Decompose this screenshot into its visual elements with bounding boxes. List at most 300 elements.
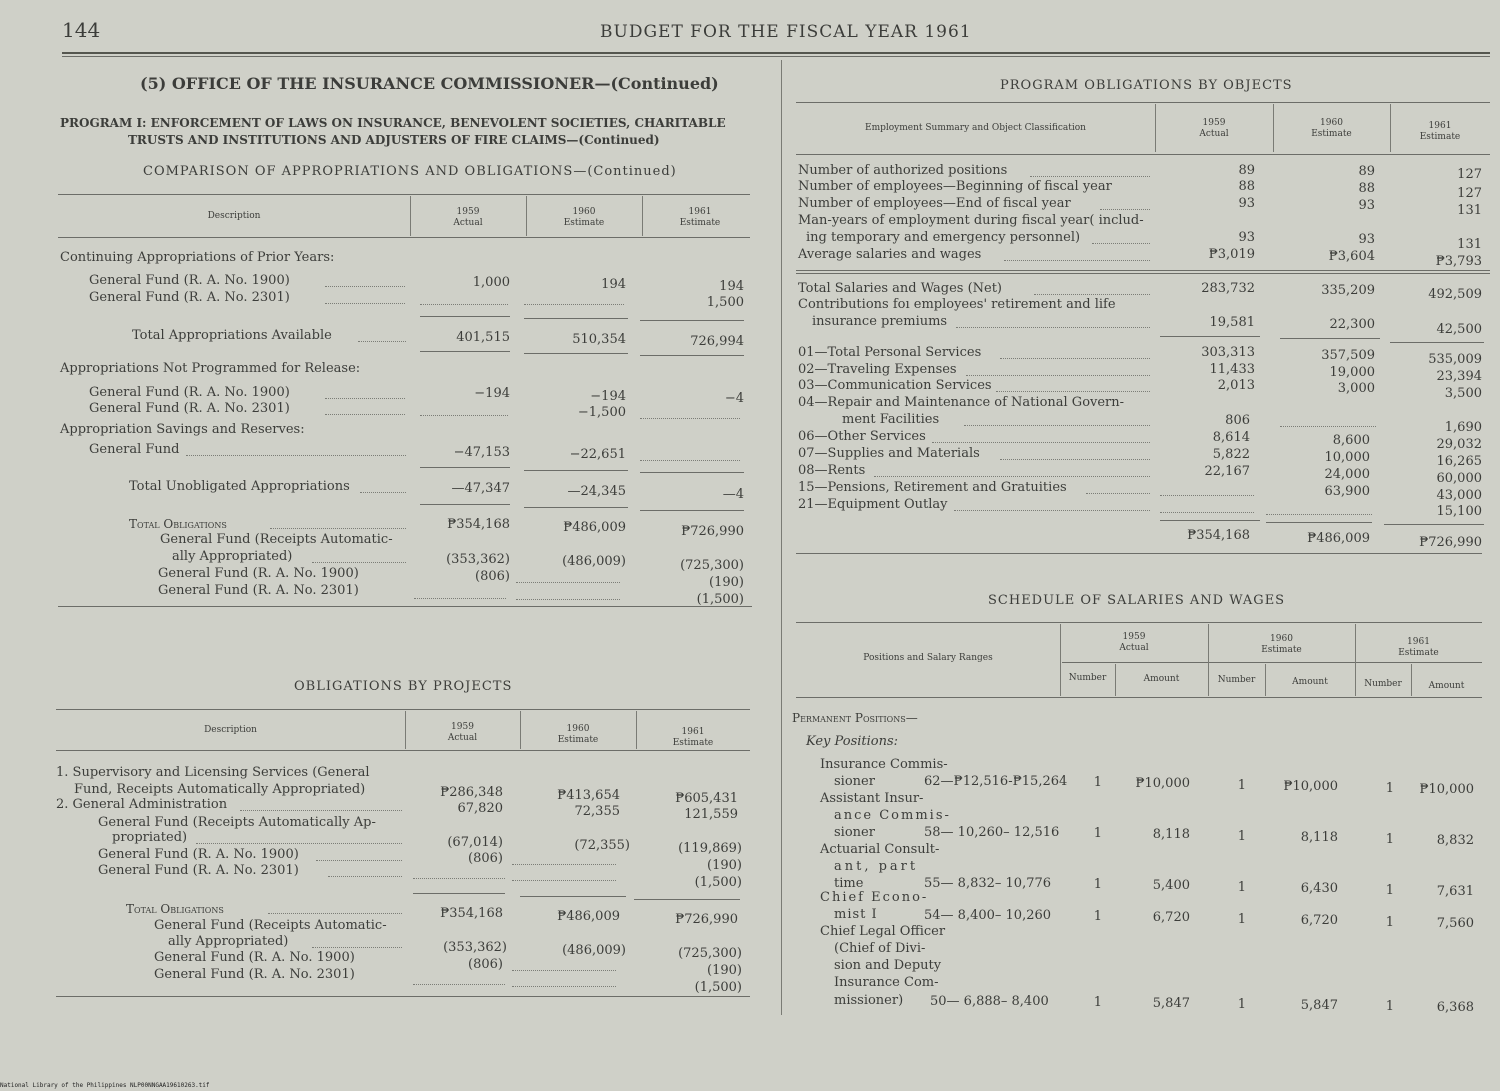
leader-dots xyxy=(996,391,1150,392)
gf-receipts-line-2: ally Appropriated) xyxy=(172,549,293,564)
sum-rule xyxy=(1160,336,1260,337)
cell: 1 xyxy=(1093,775,1102,790)
cell: (486,009) xyxy=(562,943,626,958)
sum-rule xyxy=(420,467,510,468)
col-1959-sub: Actual xyxy=(1199,129,1229,139)
cell: (1,500) xyxy=(694,980,742,995)
cell: ₱605,431 xyxy=(675,791,738,806)
row-label: Number of employees—End of fiscal year xyxy=(798,196,1071,211)
leader-dots xyxy=(1000,358,1150,359)
leader-dots xyxy=(312,947,402,948)
program-title-line-1: PROGRAM I: ENFORCEMENT OF LAWS ON INSURANCE, BENEVOLENT SOCIETIES, CHARITABLE xyxy=(60,116,726,130)
object-02: 02—Traveling Expenses xyxy=(798,362,957,377)
col-1960-sub: Estimate xyxy=(1311,129,1352,139)
sum-rule xyxy=(524,507,628,508)
cell: ₱726,990 xyxy=(681,524,744,539)
leader-dots xyxy=(640,418,740,419)
sum-rule xyxy=(1160,520,1260,521)
leader-dots xyxy=(1280,426,1376,427)
cell: 15,100 xyxy=(1436,504,1482,519)
sum-rule xyxy=(1384,524,1484,525)
leader-dots xyxy=(325,303,405,304)
cell: 6,720 xyxy=(1300,913,1338,928)
header-rule-thin xyxy=(62,56,1490,57)
leader-dots xyxy=(325,286,405,287)
col-1960 xyxy=(1208,634,1355,656)
cell: 1 xyxy=(1093,909,1102,924)
col-1960-sub: Estimate xyxy=(557,735,599,745)
leader-dots xyxy=(516,582,620,583)
cell: 357,509 xyxy=(1321,348,1375,363)
leader-dots xyxy=(186,455,406,456)
leader-dots xyxy=(325,414,405,415)
table-rule xyxy=(56,709,750,710)
continuing-label: Continuing Appropriations of Prior Years: xyxy=(60,250,335,265)
cell: 42,500 xyxy=(1436,322,1482,337)
col-1959-sub: Actual xyxy=(1119,643,1149,653)
sum-rule xyxy=(413,893,505,894)
col-1959-year: 1959 xyxy=(1122,632,1146,642)
cell: (353,362) xyxy=(443,940,507,955)
pos-act-line-1: Actuarial Consult- xyxy=(820,842,940,857)
cell: 1 xyxy=(1385,915,1394,930)
leader-dots xyxy=(413,878,505,879)
cell: 5,847 xyxy=(1300,998,1338,1013)
total-obligations-label: Total Obligations xyxy=(126,902,224,916)
table-end-rule xyxy=(56,996,750,997)
cell: (806) xyxy=(468,851,503,866)
key-positions-label: Key Positions: xyxy=(806,734,899,749)
gf2301-label: General Fund (R. A. No. 2301) xyxy=(158,583,359,598)
leader-dots xyxy=(1030,176,1150,177)
col-1961-sub: Estimate xyxy=(679,218,721,228)
pos-ic-grade: 62—₱12,516-₱15,264 xyxy=(924,774,1068,789)
sum-rule xyxy=(520,896,626,897)
gf2301-label: General Fund (R. A. No. 2301) xyxy=(154,967,355,982)
cell: ₱486,009 xyxy=(557,909,620,924)
cell: 19,581 xyxy=(1209,315,1255,330)
cell: 43,000 xyxy=(1436,488,1482,503)
cell: (353,362) xyxy=(446,552,510,567)
cell: ₱413,654 xyxy=(557,788,620,803)
row-label: Number of authorized positions xyxy=(798,163,1008,178)
p2-gf-line-2: propriated) xyxy=(112,830,188,845)
leader-dots xyxy=(512,970,616,971)
cell: 303,313 xyxy=(1201,345,1255,360)
gf-receipts-line-1: General Fund (Receipts Automatic- xyxy=(154,918,387,933)
leader-dots xyxy=(512,880,616,881)
cell: ₱3,604 xyxy=(1328,249,1375,264)
footer-credit: National Library of the Philippines NLP00NNGAA19610263.tif xyxy=(0,1082,210,1089)
table-rule xyxy=(796,697,1482,698)
cell: 401,515 xyxy=(456,330,510,345)
cell: 127 xyxy=(1457,167,1482,182)
col-1959-year: 1959 xyxy=(451,722,474,732)
cell: (72,355) xyxy=(574,838,630,853)
cell: 3,000 xyxy=(1337,381,1375,396)
cell: 63,900 xyxy=(1324,484,1370,499)
gf-receipts-line-1: General Fund (Receipts Automatic- xyxy=(160,532,393,547)
pos-aic-grade: 58— 10,260– 12,516 xyxy=(924,825,1060,840)
table-rule xyxy=(796,270,1490,271)
manyears-line-1: Man-years of employment during fiscal year( includ- xyxy=(798,213,1144,228)
project-1-line-1: 1. Supervisory and Licensing Services (General xyxy=(56,765,370,780)
sum-rule xyxy=(524,353,628,354)
object-15: 15—Pensions, Retirement and Gratuities xyxy=(798,480,1067,495)
cell: 93 xyxy=(1358,232,1375,247)
sum-rule xyxy=(634,899,740,900)
sum-rule xyxy=(1280,338,1380,339)
table-rule xyxy=(1062,662,1482,663)
cell: 6,368 xyxy=(1436,1000,1474,1015)
cell: ₱3,793 xyxy=(1435,254,1482,269)
cell: 1 xyxy=(1385,999,1394,1014)
cell: 10,000 xyxy=(1324,450,1370,465)
gf2301-label: General Fund (R. A. No. 2301) xyxy=(89,290,290,305)
leader-dots xyxy=(414,598,506,599)
cell: 1,000 xyxy=(472,275,510,290)
col-1959 xyxy=(1060,632,1208,654)
col-1959 xyxy=(1155,118,1273,140)
cell: 8,614 xyxy=(1212,430,1250,445)
page-number: 144 xyxy=(62,18,101,42)
gf2301-label: General Fund (R. A. No. 2301) xyxy=(89,401,290,416)
col-1961-year: 1961 xyxy=(688,207,712,217)
cell: 5,400 xyxy=(1152,878,1190,893)
cell: (190) xyxy=(707,858,742,873)
comparison-title: COMPARISON OF APPROPRIATIONS AND OBLIGATIONS—(Continued) xyxy=(143,164,677,179)
col-number: Number xyxy=(1364,679,1402,689)
leader-dots xyxy=(954,510,1150,511)
cell: 7,631 xyxy=(1436,884,1474,899)
cell: ₱10,000 xyxy=(1283,779,1338,794)
cell: 127 xyxy=(1457,186,1482,201)
objects-title: PROGRAM OBLIGATIONS BY OBJECTS xyxy=(1000,78,1293,93)
cell: 2,013 xyxy=(1217,378,1255,393)
cell: 1 xyxy=(1093,826,1102,841)
col-1960 xyxy=(1273,118,1390,140)
leader-dots xyxy=(1160,512,1254,513)
col-description: Employment Summary and Object Classification xyxy=(865,123,1086,133)
leader-dots xyxy=(512,864,616,865)
cell: 194 xyxy=(719,279,744,294)
table-end-rule xyxy=(58,606,752,607)
cell: (806) xyxy=(468,957,503,972)
cell: 8,118 xyxy=(1300,830,1338,845)
sum-rule xyxy=(420,316,510,317)
project-2-label: 2. General Administration xyxy=(56,797,228,812)
gf1900-label: General Fund (R. A. No. 1900) xyxy=(89,385,290,400)
cell: —47,347 xyxy=(451,481,510,496)
total-obligations-label: Total Obligations xyxy=(129,517,227,531)
project-1-line-2: Fund, Receipts Automatically Appropriated) xyxy=(74,782,366,797)
cell: ₱726,990 xyxy=(1419,535,1482,550)
cell: 1 xyxy=(1237,912,1246,927)
leader-dots xyxy=(1100,209,1150,210)
sum-rule xyxy=(1390,342,1484,343)
cell: 492,509 xyxy=(1428,287,1482,302)
cell: 5,847 xyxy=(1152,996,1190,1011)
cell: (806) xyxy=(475,569,510,584)
col-amount: Amount xyxy=(1292,677,1328,687)
cell: ₱3,019 xyxy=(1208,247,1255,262)
leader-dots xyxy=(316,860,402,861)
total-avail-label: Total Appropriations Available xyxy=(132,328,332,343)
pos-ic-line-1: Insurance Commis- xyxy=(820,757,948,772)
leader-dots xyxy=(1092,243,1150,244)
program-title-line-2: TRUSTS AND INSTITUTIONS AND ADJUSTERS OF FIRE CLAIMS—(Continued) xyxy=(128,133,660,147)
sum-rule xyxy=(420,351,510,352)
leader-dots xyxy=(420,304,508,305)
leader-dots xyxy=(1000,459,1150,460)
col-1961-year: 1961 xyxy=(681,727,705,737)
cell: −4 xyxy=(724,391,744,406)
sum-rule xyxy=(640,472,744,473)
col-1960 xyxy=(520,724,636,746)
sum-rule xyxy=(640,355,744,356)
leader-dots xyxy=(328,876,402,877)
gf1900-label: General Fund (R. A. No. 1900) xyxy=(154,950,355,965)
col-1959-year: 1959 xyxy=(456,207,480,217)
col-1961 xyxy=(1390,121,1490,143)
cell: 194 xyxy=(601,277,626,292)
contributions-line-1: Contributions foı employees' retirement and life xyxy=(798,297,1116,312)
leader-dots xyxy=(358,341,406,342)
manyears-line-2: ing temporary and emergency personnel) xyxy=(806,230,1081,245)
pos-clo-line-1: Chief Legal Officer xyxy=(820,924,946,939)
cell: 1 xyxy=(1237,829,1246,844)
leader-dots xyxy=(956,327,1150,328)
leader-dots xyxy=(516,599,620,600)
leader-dots xyxy=(240,810,402,811)
pos-clo-grade: 50— 6,888– 8,400 xyxy=(930,994,1049,1009)
gf2301-label: General Fund (R. A. No. 2301) xyxy=(98,863,299,878)
cell: 283,732 xyxy=(1201,281,1255,296)
sum-rule xyxy=(1266,522,1372,523)
col-1960-sub: Estimate xyxy=(563,218,605,228)
cell: 1 xyxy=(1385,883,1394,898)
object-07: 07—Supplies and Materials xyxy=(798,446,980,461)
projects-title: OBLIGATIONS BY PROJECTS xyxy=(294,679,513,694)
leader-dots xyxy=(196,843,402,844)
cell: −1,500 xyxy=(577,405,626,420)
col-1961-sub: Estimate xyxy=(672,738,714,748)
cell: 8,600 xyxy=(1332,433,1370,448)
gf1900-label: General Fund (R. A. No. 1900) xyxy=(89,273,290,288)
cell: —24,345 xyxy=(567,484,626,499)
cell: 5,822 xyxy=(1212,447,1250,462)
cell: 89 xyxy=(1358,164,1375,179)
col-1961-sub: Estimate xyxy=(1398,648,1439,658)
pos-ce-line-2: mist I xyxy=(834,907,878,922)
cell: (119,869) xyxy=(678,841,742,856)
avg-salaries-label: Average salaries and wages xyxy=(798,247,982,262)
col-1960-year: 1960 xyxy=(1270,634,1293,644)
pos-aic-line-3: sioner xyxy=(834,825,875,840)
cell: 7,560 xyxy=(1436,916,1474,931)
cell: (67,014) xyxy=(447,835,503,850)
leader-dots xyxy=(1266,514,1372,515)
col-1960 xyxy=(526,207,642,229)
col-amount: Amount xyxy=(1428,681,1465,691)
cell: ₱354,168 xyxy=(1187,528,1250,543)
cell: ₱354,168 xyxy=(440,906,503,921)
cell: 726,994 xyxy=(690,334,744,349)
pos-ce-grade: 54— 8,400– 10,260 xyxy=(924,908,1052,923)
table-rule xyxy=(796,102,1490,103)
leader-dots xyxy=(966,375,1150,376)
table-rule xyxy=(56,750,750,751)
col-1961 xyxy=(642,207,758,229)
cell: 16,265 xyxy=(1436,454,1482,469)
cell: 93 xyxy=(1358,198,1375,213)
cell: (725,300) xyxy=(680,558,744,573)
leader-dots xyxy=(964,425,1150,426)
cell: 23,394 xyxy=(1436,369,1482,384)
running-head: BUDGET FOR THE FISCAL YEAR 1961 xyxy=(600,22,972,42)
cell: (486,009) xyxy=(562,554,626,569)
cell: (190) xyxy=(707,963,742,978)
cell: 131 xyxy=(1457,203,1482,218)
pos-aic-line-2: ance Commis- xyxy=(834,808,951,823)
gf1900-label: General Fund (R. A. No. 1900) xyxy=(98,847,299,862)
cell: ₱286,348 xyxy=(440,785,503,800)
p2-gf-line-1: General Fund (Receipts Automatically Ap- xyxy=(98,815,376,830)
cell: 24,000 xyxy=(1324,467,1370,482)
leader-dots xyxy=(932,442,1150,443)
cell: −194 xyxy=(474,386,510,401)
col-1960-sub: Estimate xyxy=(1261,645,1302,655)
cell: 89 xyxy=(1238,163,1255,178)
leader-dots xyxy=(1034,294,1150,295)
leader-dots xyxy=(512,986,616,987)
col-1960-year: 1960 xyxy=(572,207,596,217)
pos-act-line-3: time xyxy=(834,876,864,891)
col-1961 xyxy=(1355,637,1482,659)
col-1959-year: 1959 xyxy=(1202,118,1226,128)
pos-clo-line-3: sion and Deputy xyxy=(834,958,942,973)
col-1961-sub: Estimate xyxy=(1419,132,1461,142)
cell: 22,167 xyxy=(1204,464,1250,479)
cell: 93 xyxy=(1238,196,1255,211)
cell: 19,000 xyxy=(1329,365,1375,380)
cell: (725,300) xyxy=(678,946,742,961)
col-1959-sub: Actual xyxy=(447,733,478,743)
cell: (1,500) xyxy=(696,592,744,607)
cell: 29,032 xyxy=(1436,437,1482,452)
contributions-line-2: insurance premiums xyxy=(812,314,948,329)
col-description: Description xyxy=(204,725,257,735)
permanent-positions-label: Permanent Positions— xyxy=(792,711,918,725)
object-04-line-2: ment Facilities xyxy=(842,412,940,427)
leader-dots xyxy=(268,913,402,914)
cell: 6,720 xyxy=(1152,910,1190,925)
col-1960-year: 1960 xyxy=(566,724,590,734)
leader-dots xyxy=(524,304,624,305)
gf-receipts-line-2: ally Appropriated) xyxy=(168,934,289,949)
leader-dots xyxy=(640,460,740,461)
object-04-line-1: 04—Repair and Maintenance of National Govern- xyxy=(798,395,1125,410)
cell: 8,118 xyxy=(1152,827,1190,842)
savings-label: Appropriation Savings and Reserves: xyxy=(60,422,305,437)
leader-dots xyxy=(1004,260,1150,261)
sum-rule xyxy=(420,504,510,505)
cell: 3,500 xyxy=(1444,386,1482,401)
sum-rule xyxy=(640,510,744,511)
pos-act-line-2: ant, part xyxy=(834,859,919,874)
col-positions: Positions and Salary Ranges xyxy=(863,653,993,663)
cell: 1,690 xyxy=(1444,420,1482,435)
cell: 60,000 xyxy=(1436,471,1482,486)
cell: —4 xyxy=(722,487,744,502)
cell: 72,355 xyxy=(574,804,620,819)
cell: 6,430 xyxy=(1300,881,1338,896)
salaries-title: SCHEDULE OF SALARIES AND WAGES xyxy=(988,593,1286,608)
leader-dots xyxy=(360,492,406,493)
cell: ₱10,000 xyxy=(1419,782,1474,797)
cell: ₱486,009 xyxy=(1307,531,1370,546)
cell: 1 xyxy=(1385,832,1394,847)
col-1961 xyxy=(636,727,750,749)
table-rule xyxy=(796,154,1490,155)
pos-aic-line-1: Assistant Insur- xyxy=(820,791,924,806)
total-salaries-label: Total Salaries and Wages (Net) xyxy=(798,281,1003,296)
leader-dots xyxy=(1160,495,1254,496)
leader-dots xyxy=(270,528,406,529)
table-rule xyxy=(796,273,1490,274)
cell: ₱486,009 xyxy=(563,520,626,535)
col-1960-year: 1960 xyxy=(1320,118,1343,128)
table-rule xyxy=(58,237,750,238)
pos-ic-line-2: sioner xyxy=(834,774,875,789)
cell: 67,820 xyxy=(457,801,503,816)
col-amount: Amount xyxy=(1143,674,1180,684)
cell: 88 xyxy=(1358,181,1375,196)
cell: 22,300 xyxy=(1329,317,1375,332)
object-06: 06—Other Services xyxy=(798,429,926,444)
cell: (190) xyxy=(709,575,744,590)
leader-dots xyxy=(1086,493,1150,494)
table-rule xyxy=(796,622,1482,623)
pos-act-grade: 55— 8,832– 10,776 xyxy=(924,876,1052,891)
cell: 1 xyxy=(1093,877,1102,892)
header-rule xyxy=(62,52,1490,54)
cell: 93 xyxy=(1238,230,1255,245)
sum-rule xyxy=(524,470,628,471)
pos-clo-line-2: (Chief of Divi- xyxy=(834,941,926,956)
object-08: 08—Rents xyxy=(798,463,866,478)
cell: 121,559 xyxy=(684,807,738,822)
col-number: Number xyxy=(1217,675,1256,685)
section-title: (5) OFFICE OF THE INSURANCE COMMISSIONER—(Continued) xyxy=(140,74,719,93)
cell: (1,500) xyxy=(694,875,742,890)
cell: 131 xyxy=(1457,237,1482,252)
col-number: Number xyxy=(1068,673,1107,683)
cell: ₱10,000 xyxy=(1135,776,1190,791)
not-programmed-label: Appropriations Not Programmed for Release: xyxy=(60,361,361,376)
cell: 88 xyxy=(1238,179,1255,194)
leader-dots xyxy=(312,562,406,563)
table-rule xyxy=(58,194,750,195)
cell: 510,354 xyxy=(572,332,626,347)
cell: ₱354,168 xyxy=(447,517,510,532)
cell: 1 xyxy=(1237,997,1246,1012)
col-1959 xyxy=(405,722,520,744)
leader-dots xyxy=(413,984,505,985)
cell: −47,153 xyxy=(453,445,510,460)
column-divider xyxy=(781,60,782,1015)
cell: 1 xyxy=(1237,778,1246,793)
